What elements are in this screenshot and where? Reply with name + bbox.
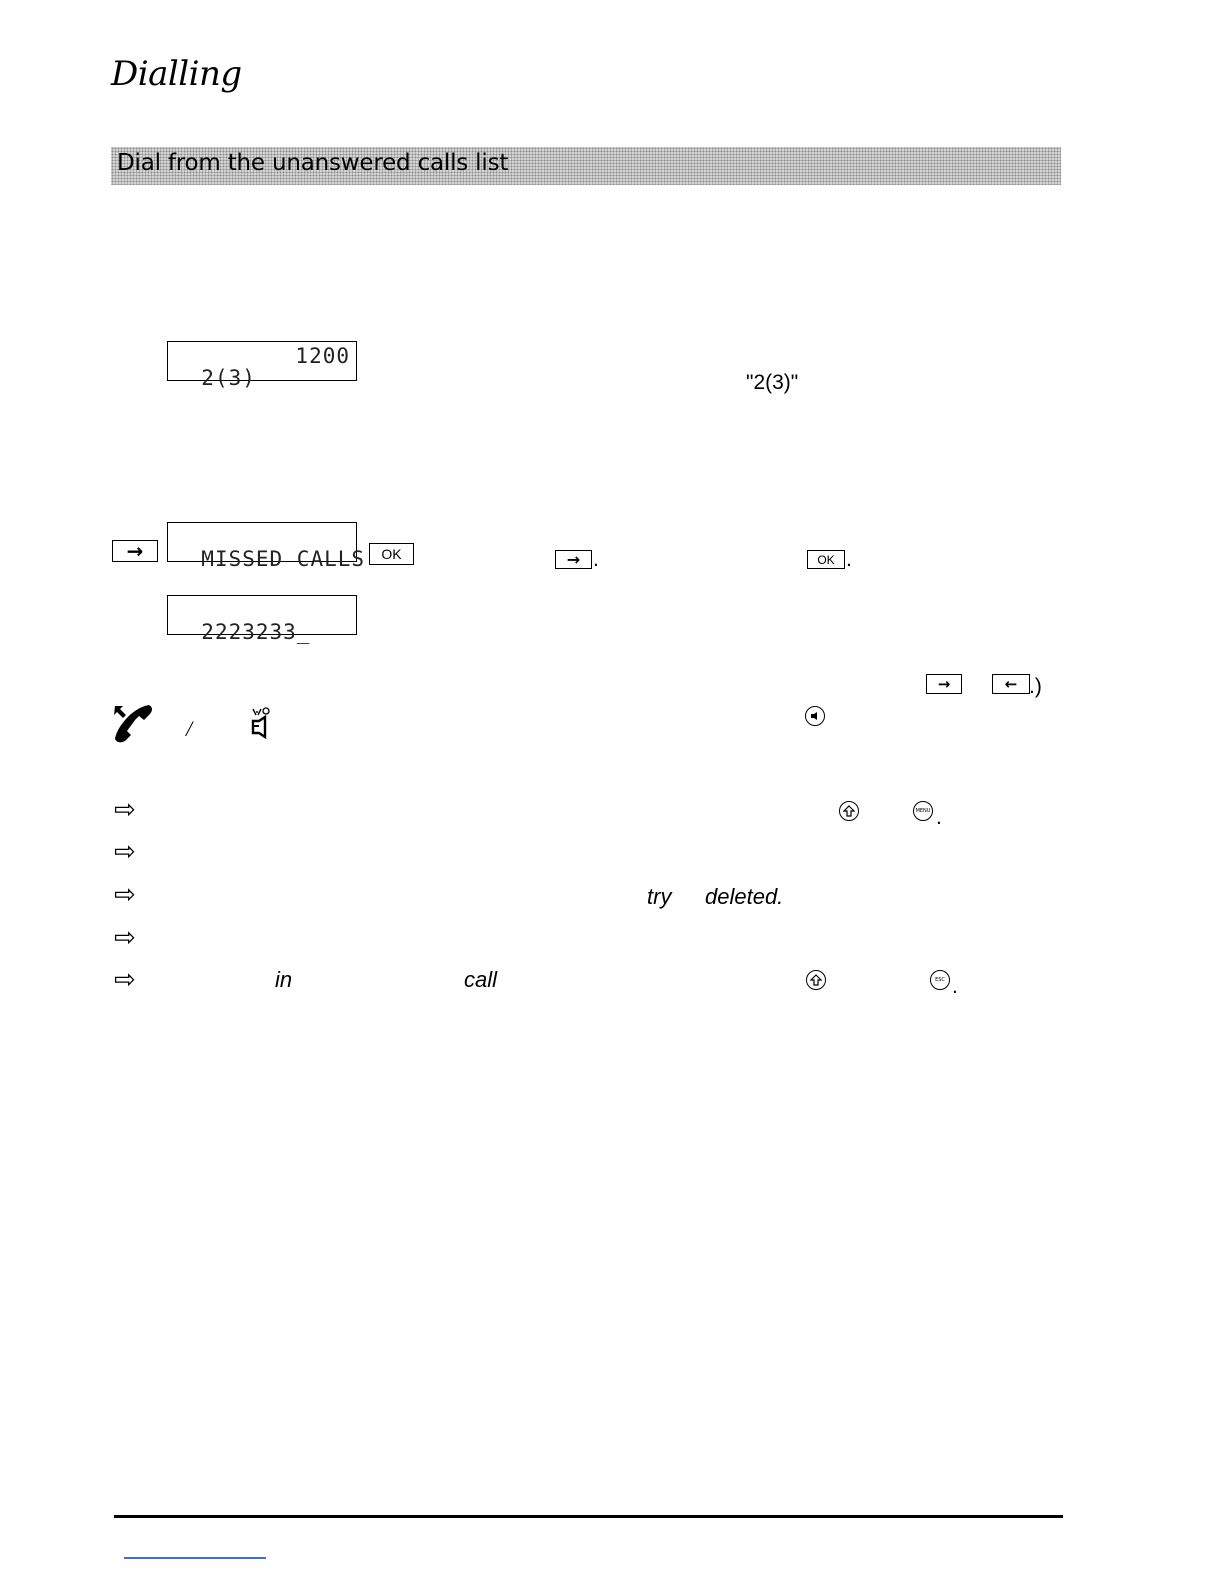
ok-key-label: OK [381,546,402,562]
lcd-number-text: 2223233_ [201,620,311,644]
lcd-menu-text: MISSED CALLS [201,547,366,571]
handset-speaker-separator: / [186,716,193,741]
up-key-icon-2 [806,970,826,990]
ok-key [369,543,414,565]
section-heading-text: Dial from the unanswered calls list [117,150,509,176]
speaker-key-icon [805,706,825,726]
menu-key-icon [913,801,933,821]
lcd-status-count: 2(3) [201,366,256,390]
footer-rule [114,1515,1063,1518]
section-heading-bar [111,147,1061,185]
step-close: .) [1029,675,1042,698]
lcd-status-display [167,341,357,390]
inline-arrow-left-glyph: ← [1004,674,1018,693]
ok-key-suffix: . [846,548,852,571]
footer-link-underline[interactable] [124,1557,266,1559]
inline-arrow-right-key-2 [926,674,962,694]
note-3-try: try [647,884,672,909]
menu-key-label: MENU [915,807,931,814]
inline-arrow-left-key [992,674,1030,694]
esc-key-icon [930,970,950,990]
lcd-menu-display [167,522,366,571]
inline-arrow-right-glyph: → [566,549,581,569]
note-5-end: . [952,975,958,998]
speaker-icon [249,707,273,741]
lcd-status-time: 1200 [295,344,350,368]
note-5-call: call [464,967,498,992]
section-title: Dialling [111,54,242,94]
arrow-key-suffix: . [593,548,599,571]
count-label: "2(3)" [746,371,799,394]
inline-arrow-right-key [555,550,592,569]
lcd-number-display [167,595,357,644]
note-3-deleted: deleted. [705,884,784,909]
note-5-bullet-icon: ⇨ [114,965,136,995]
inline-ok-key [807,550,845,569]
note-4-bullet-icon: ⇨ [114,923,136,953]
note-1-bullet-icon: ⇨ [114,795,136,825]
inline-arrow-right-glyph-2: → [937,674,951,693]
note-3-bullet-icon: ⇨ [114,880,136,910]
note-5-in: in [275,967,293,992]
note-1-end: . [936,806,942,829]
inline-ok-key-label: OK [817,552,835,567]
esc-key-label: ESC [935,976,945,983]
note-2-bullet-icon: ⇨ [114,837,136,867]
up-key-icon [839,801,859,821]
arrow-right-key [112,540,158,562]
handset-icon [109,701,155,745]
arrow-right-glyph: → [126,539,144,563]
